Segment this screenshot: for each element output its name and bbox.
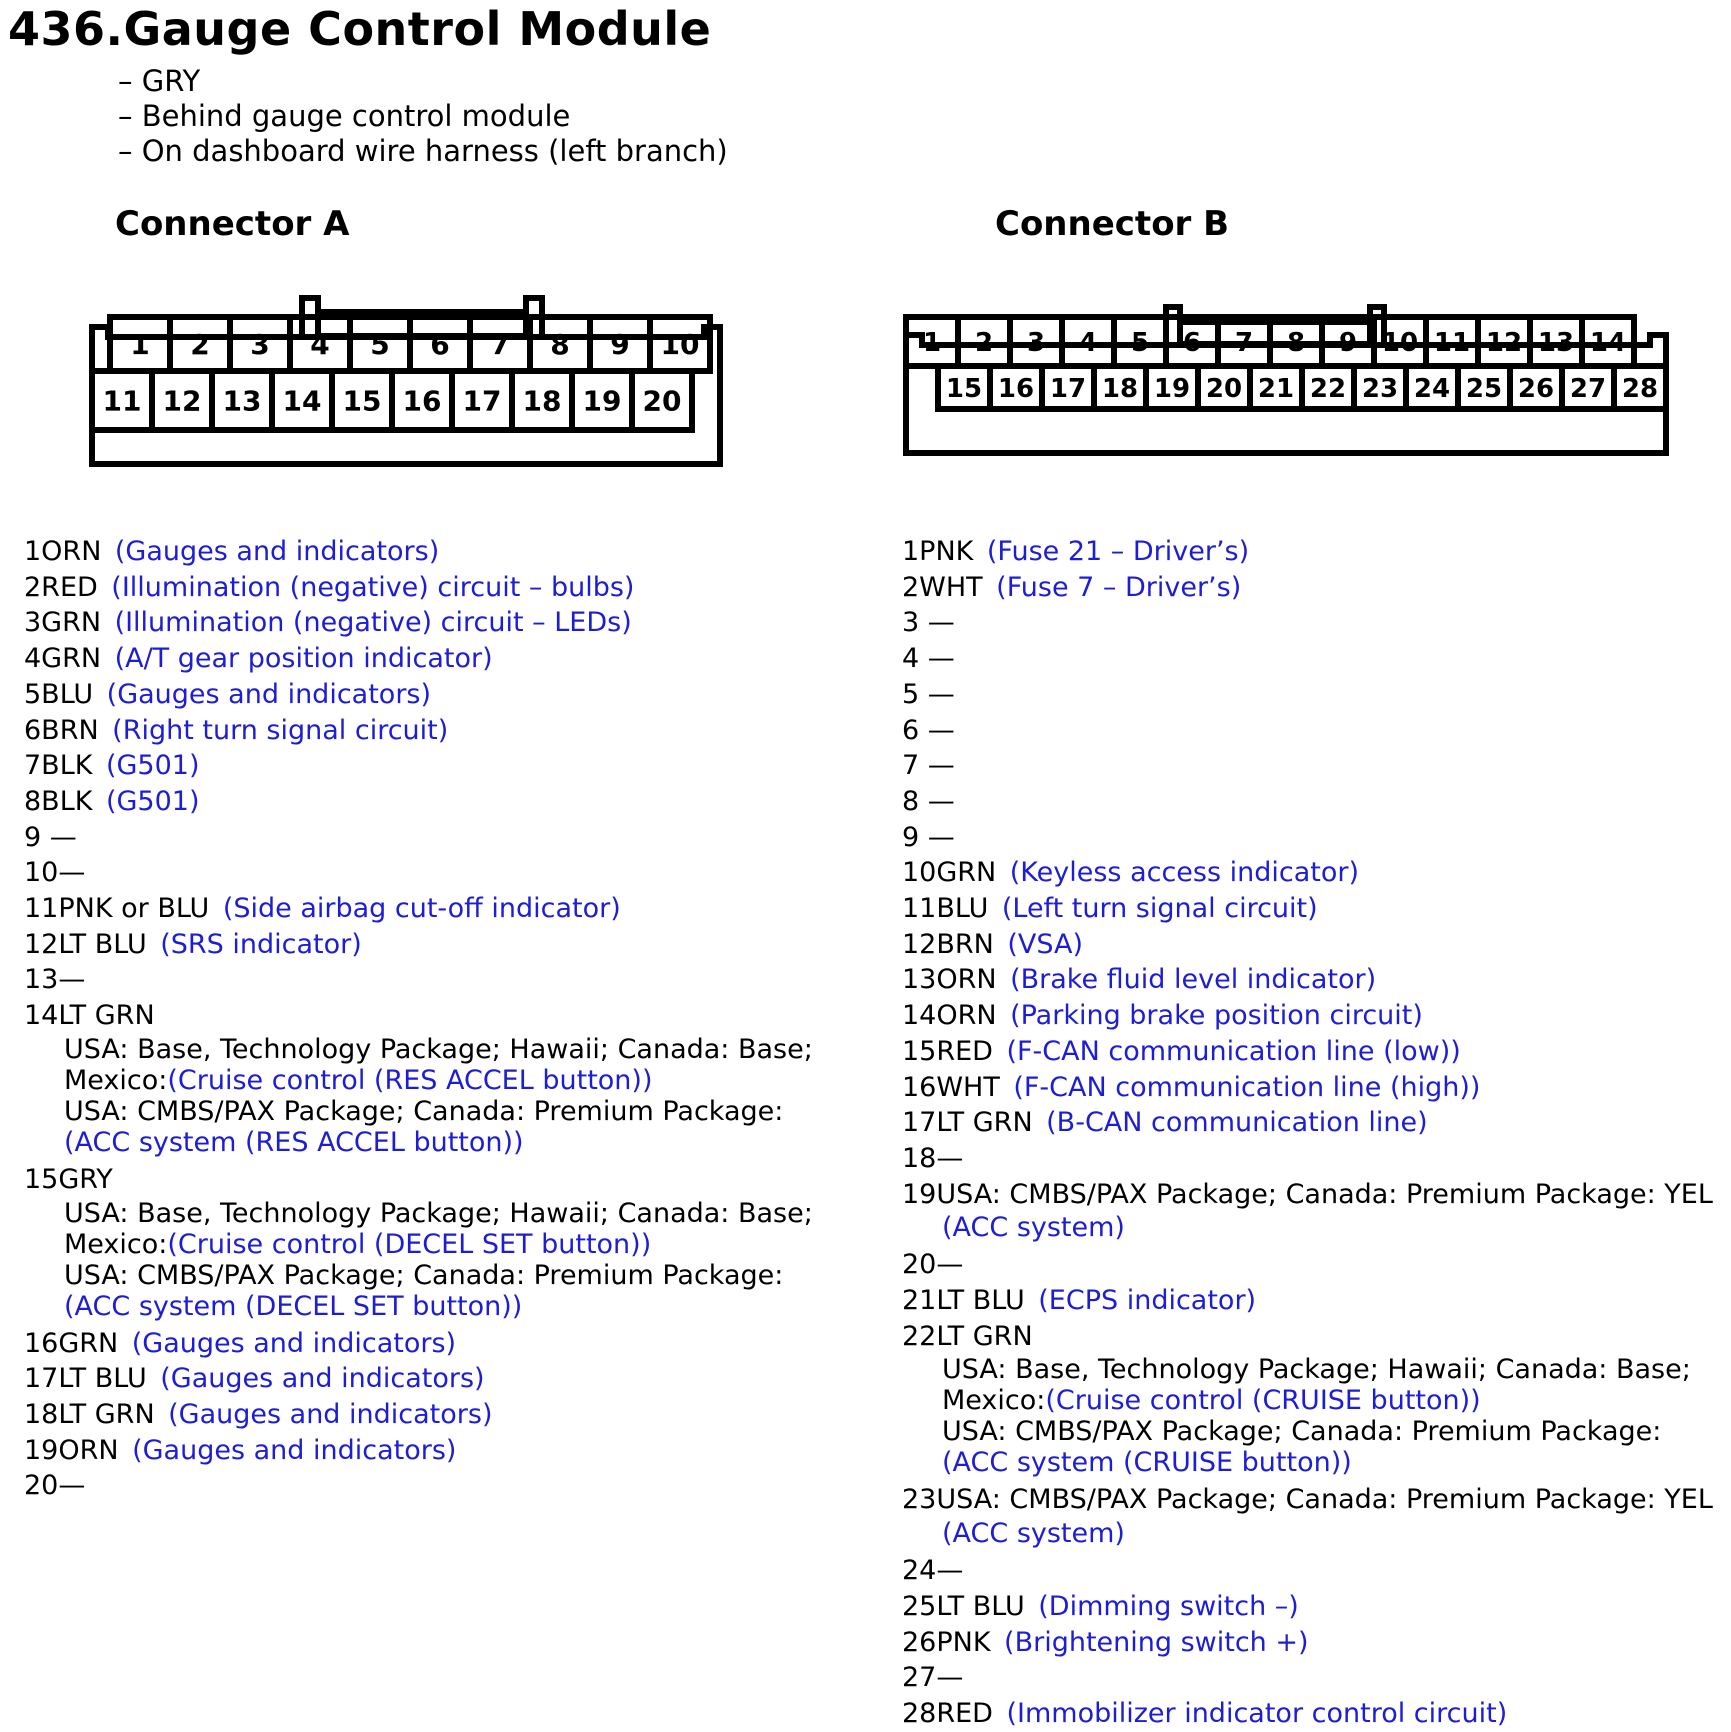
- pin-description: (ACC system): [942, 1518, 1125, 1550]
- pin-variant-line: [902, 1416, 1731, 1447]
- connector-b-pin-number: 22: [1309, 373, 1347, 404]
- pin-description: (ACC system (CRUISE button)): [942, 1447, 1352, 1479]
- pin-variant-line: [902, 1212, 1731, 1243]
- connector-b-pin-entry: [902, 605, 1731, 641]
- pin-label: 24—: [902, 1555, 964, 1587]
- connector-b-pin-entry: [902, 1625, 1731, 1661]
- connector-a-pin-entry: [24, 677, 854, 713]
- pin-description: (Dimming switch –): [1038, 1590, 1299, 1622]
- pin-description: (Gauges and indicators): [160, 1363, 485, 1395]
- pin-description: (G501): [105, 785, 200, 817]
- connector-a-pin-entry: [24, 641, 854, 677]
- connector-a-pin-number: 6: [430, 328, 450, 362]
- connector-a-pin-entry: [24, 1162, 854, 1198]
- connector-a-pin-number: 9: [610, 328, 630, 362]
- connector-b-pin-entry: [902, 1034, 1731, 1070]
- connector-b-pin-entry: [902, 534, 1731, 570]
- connector-a-pin-number: 3: [250, 328, 270, 362]
- connector-b-pin-entry: [902, 1482, 1731, 1518]
- pin-description: (ECPS indicator): [1038, 1285, 1257, 1317]
- connector-b-cavities: [906, 317, 1666, 409]
- connector-b-pin-number: 9: [1338, 327, 1358, 358]
- pin-label: 11BLU: [902, 893, 989, 925]
- connector-b-pin-number: 14: [1589, 327, 1627, 358]
- pin-label: 11PNK or BLU: [24, 893, 210, 925]
- pin-label: 6BRN: [24, 714, 99, 746]
- connector-b-pin-number: 13: [1537, 327, 1575, 358]
- pin-description: (Cruise control (RES ACCEL button)): [167, 1064, 653, 1096]
- pin-description: (Gauges and indicators): [131, 1327, 457, 1359]
- pin-label: 3GRN: [24, 607, 102, 639]
- pin-description: (Immobilizer indicator control circuit): [1006, 1697, 1508, 1729]
- connector-a-pin-number: 1: [130, 328, 150, 362]
- connector-b-pin-number: 28: [1621, 373, 1659, 404]
- variant-text: USA: CMBS/PAX Package; Canada: Premium Package:: [942, 1416, 1662, 1448]
- connector-b-pin-entry: [902, 962, 1731, 998]
- connector-b-pin-entry: [902, 1553, 1731, 1589]
- connector-b-pin-number: 2: [974, 327, 994, 358]
- pin-label: 27—: [902, 1662, 964, 1694]
- variant-text: USA: CMBS/PAX Package; Canada: Premium Package:: [64, 1095, 784, 1127]
- connector-a-pin-entry: [24, 713, 854, 749]
- pin-label: 15GRY: [24, 1163, 113, 1195]
- connector-b-pin-number: 1: [922, 327, 942, 358]
- pin-variant-line: [902, 1447, 1731, 1478]
- pin-label: 9 —: [24, 821, 77, 853]
- pin-description: (Side airbag cut-off indicator): [222, 893, 621, 925]
- connector-b-pin-number: 20: [1205, 373, 1243, 404]
- connector-b-pin-list: [902, 534, 1731, 1732]
- connector-a-pin-number: 12: [162, 384, 202, 418]
- pin-description: (ACC system (RES ACCEL button)): [64, 1126, 524, 1158]
- connector-a-pin-number: 16: [402, 384, 442, 418]
- pin-label: 13—: [24, 964, 86, 996]
- pin-label: 28RED: [902, 1697, 993, 1729]
- connector-a-title: Connector A: [115, 204, 350, 244]
- pin-label: 18LT GRN: [24, 1398, 155, 1430]
- connector-b-pin-number: 12: [1485, 327, 1523, 358]
- connector-a-pin-entry: [24, 1361, 854, 1397]
- pin-variant-line: [24, 1291, 854, 1322]
- variant-text: Mexico:: [64, 1228, 168, 1260]
- pin-label: 23USA: CMBS/PAX Package; Canada: Premium Package: YEL: [902, 1484, 1713, 1516]
- connector-a-pin-entry: [24, 891, 854, 927]
- variant-text: USA: Base, Technology Package; Hawaii; Canada: Base;: [64, 1197, 813, 1229]
- pin-variant-line: [24, 1127, 854, 1158]
- pin-description: (SRS indicator): [160, 928, 362, 960]
- connector-a-pin-number: 5: [370, 328, 390, 362]
- connector-b-pin-number: 18: [1101, 373, 1139, 404]
- connector-a-pin-number: 20: [642, 384, 682, 418]
- connector-b-diagram: [902, 300, 1672, 460]
- pin-description: (Parking brake position circuit): [1010, 1000, 1423, 1032]
- connector-color: – GRY: [118, 64, 201, 98]
- pin-description: (Fuse 21 – Driver’s): [986, 536, 1250, 567]
- pin-description: (Right turn signal circuit): [112, 714, 449, 746]
- pin-label: 22LT GRN: [902, 1320, 1033, 1352]
- pin-description: (F-CAN communication line (high)): [1013, 1071, 1481, 1103]
- connector-a-diagram: [88, 292, 728, 472]
- connector-a-pin-entry: [24, 855, 854, 891]
- connector-b-pin-number: 6: [1182, 327, 1202, 358]
- pin-label: 18—: [902, 1142, 964, 1174]
- connector-a-pin-entry: [24, 962, 854, 998]
- connector-b-pin-entry: [902, 855, 1731, 891]
- connector-a-pin-number: 14: [282, 384, 322, 418]
- pin-variant-line: [24, 1260, 854, 1291]
- connector-b-pin-number: 24: [1413, 373, 1451, 404]
- pin-description: (Illumination (negative) circuit – LEDs): [114, 607, 632, 639]
- pin-label: 10—: [24, 857, 86, 889]
- pin-label: 16GRN: [24, 1327, 119, 1359]
- connector-b-pin-entry: [902, 1105, 1731, 1141]
- pin-label: 19USA: CMBS/PAX Package; Canada: Premium Package: YEL: [902, 1178, 1713, 1210]
- variant-text: USA: Base, Technology Package; Hawaii; Canada: Base;: [64, 1033, 813, 1065]
- connector-a-pin-entry: [24, 534, 854, 570]
- pin-description: (Left turn signal circuit): [1001, 893, 1318, 925]
- pin-variant-line: [24, 1065, 854, 1096]
- connector-b-pin-number: 5: [1130, 327, 1150, 358]
- connector-b-title: Connector B: [995, 204, 1230, 244]
- pin-label: 8BLK: [24, 785, 93, 817]
- connector-b-pin-entry: [902, 641, 1731, 677]
- pin-variant-line: [902, 1354, 1731, 1385]
- pin-variant-line: [902, 1385, 1731, 1416]
- pin-label: 5BLU: [24, 678, 94, 710]
- pin-label: 10GRN: [902, 857, 997, 889]
- pin-label: 21LT BLU: [902, 1285, 1025, 1317]
- pin-label: 1PNK: [902, 536, 974, 567]
- pin-label: 7BLK: [24, 750, 93, 782]
- connector-a-pin-number: 13: [222, 384, 262, 418]
- connector-a-pin-entry: [24, 605, 854, 641]
- connector-a-pin-entry: [24, 998, 854, 1034]
- connector-b-pin-entry: [902, 927, 1731, 963]
- variant-text: Mexico:: [942, 1385, 1046, 1417]
- variant-text: USA: CMBS/PAX Package; Canada: Premium Package:: [64, 1259, 784, 1291]
- pin-label: 25LT BLU: [902, 1590, 1025, 1622]
- connector-a-pin-entry: [24, 1433, 854, 1469]
- connector-a-pin-entry: [24, 1397, 854, 1433]
- connector-b-pin-number: 4: [1078, 327, 1098, 358]
- pin-label: 13ORN: [902, 964, 997, 996]
- connector-b-pin-entry: [902, 1660, 1731, 1696]
- pin-variant-line: [24, 1198, 854, 1229]
- connector-a-pin-number: 8: [550, 328, 570, 362]
- pin-label: 17LT BLU: [24, 1363, 147, 1395]
- connector-a-pin-list: [24, 534, 854, 1504]
- connector-b-pin-number: 26: [1517, 373, 1555, 404]
- connector-b-pin-entry: [902, 1247, 1731, 1283]
- pin-description: (ACC system): [942, 1212, 1125, 1244]
- connector-b-pin-entry: [902, 570, 1731, 606]
- connector-b-pin-entry: [902, 998, 1731, 1034]
- pin-label: 12BRN: [902, 928, 994, 960]
- pin-label: 4GRN: [24, 643, 102, 675]
- connector-b-pin-number: 23: [1361, 373, 1399, 404]
- connector-b-pin-number: 8: [1286, 327, 1306, 358]
- connector-b-pin-number: 11: [1433, 327, 1471, 358]
- pin-description: (A/T gear position indicator): [114, 643, 493, 675]
- connector-a-pin-number: 17: [462, 384, 502, 418]
- pin-label: 1ORN: [24, 536, 102, 567]
- connector-a-pin-entry: [24, 748, 854, 784]
- pin-description: (Cruise control (CRUISE button)): [1045, 1385, 1481, 1417]
- pin-variant-line: [24, 1034, 854, 1065]
- connector-b-pin-entry: [902, 748, 1731, 784]
- pin-variant-line: [24, 1229, 854, 1260]
- connector-b-pin-entry: [902, 784, 1731, 820]
- connector-b-pin-number: 21: [1257, 373, 1295, 404]
- pin-label: 17LT GRN: [902, 1107, 1033, 1139]
- pin-label: 7 —: [902, 750, 955, 782]
- connector-b-pin-number: 17: [1049, 373, 1087, 404]
- connector-b-pin-entry: [902, 891, 1731, 927]
- pin-description: (ACC system (DECEL SET button)): [64, 1290, 523, 1322]
- pin-description: (Gauges and indicators): [132, 1434, 457, 1466]
- connector-b-pin-entry: [902, 1141, 1731, 1177]
- connector-b-pin-number: 7: [1234, 327, 1254, 358]
- connector-b-pin-number: 19: [1153, 373, 1191, 404]
- pin-label: 20—: [24, 1470, 86, 1502]
- connector-a-pin-number: 19: [582, 384, 622, 418]
- pin-description: (Gauges and indicators): [106, 678, 432, 710]
- pin-label: 5 —: [902, 678, 955, 710]
- connector-a-pin-number: 7: [490, 328, 510, 362]
- pin-variant-line: [902, 1518, 1731, 1549]
- connector-b-pin-entry: [902, 1070, 1731, 1106]
- connector-b-pin-number: 15: [945, 373, 983, 404]
- pin-label: 26PNK: [902, 1626, 991, 1658]
- pin-label: 2WHT: [902, 571, 983, 603]
- pin-label: 20—: [902, 1249, 964, 1281]
- pin-description: (Brightening switch +): [1004, 1626, 1309, 1658]
- connector-a-pin-number: 11: [102, 384, 142, 418]
- connector-location: – Behind gauge control module: [118, 99, 571, 133]
- connector-a-pin-number: 18: [522, 384, 562, 418]
- pin-description: (B-CAN communication line): [1046, 1107, 1428, 1139]
- pin-label: 8 —: [902, 785, 955, 817]
- pin-description: (Brake fluid level indicator): [1010, 964, 1377, 996]
- connector-a-pin-entry: [24, 570, 854, 606]
- connector-a-pin-entry: [24, 784, 854, 820]
- connector-b-pin-number: 10: [1381, 327, 1419, 358]
- connector-b-pin-entry: [902, 1177, 1731, 1213]
- variant-text: USA: Base, Technology Package; Hawaii; Canada: Base;: [942, 1354, 1691, 1386]
- pin-label: 6 —: [902, 714, 955, 746]
- connector-b-pin-number: 3: [1026, 327, 1046, 358]
- pin-label: 14ORN: [902, 1000, 997, 1032]
- variant-text: Mexico:: [64, 1064, 168, 1096]
- pin-label: 12LT BLU: [24, 928, 147, 960]
- pin-label: 16WHT: [902, 1071, 1000, 1103]
- pin-label: 2RED: [24, 571, 98, 603]
- connector-b-pin-entry: [902, 1696, 1731, 1732]
- connector-b-pin-entry: [902, 820, 1731, 856]
- connector-b-pin-entry: [902, 1319, 1731, 1355]
- connector-b-pin-number: 25: [1465, 373, 1503, 404]
- connector-a-pin-number: 10: [660, 328, 700, 362]
- pin-label: 9 —: [902, 821, 955, 853]
- pin-label: 4 —: [902, 643, 955, 675]
- pin-label: 15RED: [902, 1035, 993, 1067]
- info-block: [118, 64, 728, 169]
- harness-info: – On dashboard wire harness (left branch): [118, 134, 728, 168]
- pin-description: (Gauges and indicators): [114, 536, 440, 567]
- pin-description: (Fuse 7 – Driver’s): [996, 571, 1242, 603]
- connector-a-pin-entry: [24, 927, 854, 963]
- pin-description: (Illumination (negative) circuit – bulbs): [111, 571, 635, 603]
- pin-description: (VSA): [1007, 928, 1083, 960]
- connector-b-pin-entry: [902, 1283, 1731, 1319]
- connector-a-pin-entry: [24, 1326, 854, 1362]
- connector-a-pin-entry: [24, 1468, 854, 1504]
- pin-description: (F-CAN communication line (low)): [1006, 1035, 1461, 1067]
- pin-label: 14LT GRN: [24, 1000, 155, 1032]
- pin-description: (G501): [105, 750, 200, 782]
- pin-description: (Gauges and indicators): [168, 1398, 493, 1430]
- page-title: 436.Gauge Control Module: [8, 2, 712, 56]
- connector-a-pin-number: 2: [190, 328, 210, 362]
- connector-b-pin-entry: [902, 1589, 1731, 1625]
- pin-variant-line: [24, 1096, 854, 1127]
- connector-b-pin-number: 27: [1569, 373, 1607, 404]
- pin-description: (Keyless access indicator): [1009, 857, 1360, 889]
- connector-a-pin-number: 15: [342, 384, 382, 418]
- pin-description: (Cruise control (DECEL SET button)): [167, 1228, 652, 1260]
- pin-label: 3 —: [902, 607, 955, 639]
- pin-label: 19ORN: [24, 1434, 119, 1466]
- connector-b-pin-number: 16: [997, 373, 1035, 404]
- connector-b-pin-entry: [902, 677, 1731, 713]
- connector-a-pin-entry: [24, 820, 854, 856]
- connector-b-pin-entry: [902, 713, 1731, 749]
- connector-a-pin-number: 4: [310, 328, 330, 362]
